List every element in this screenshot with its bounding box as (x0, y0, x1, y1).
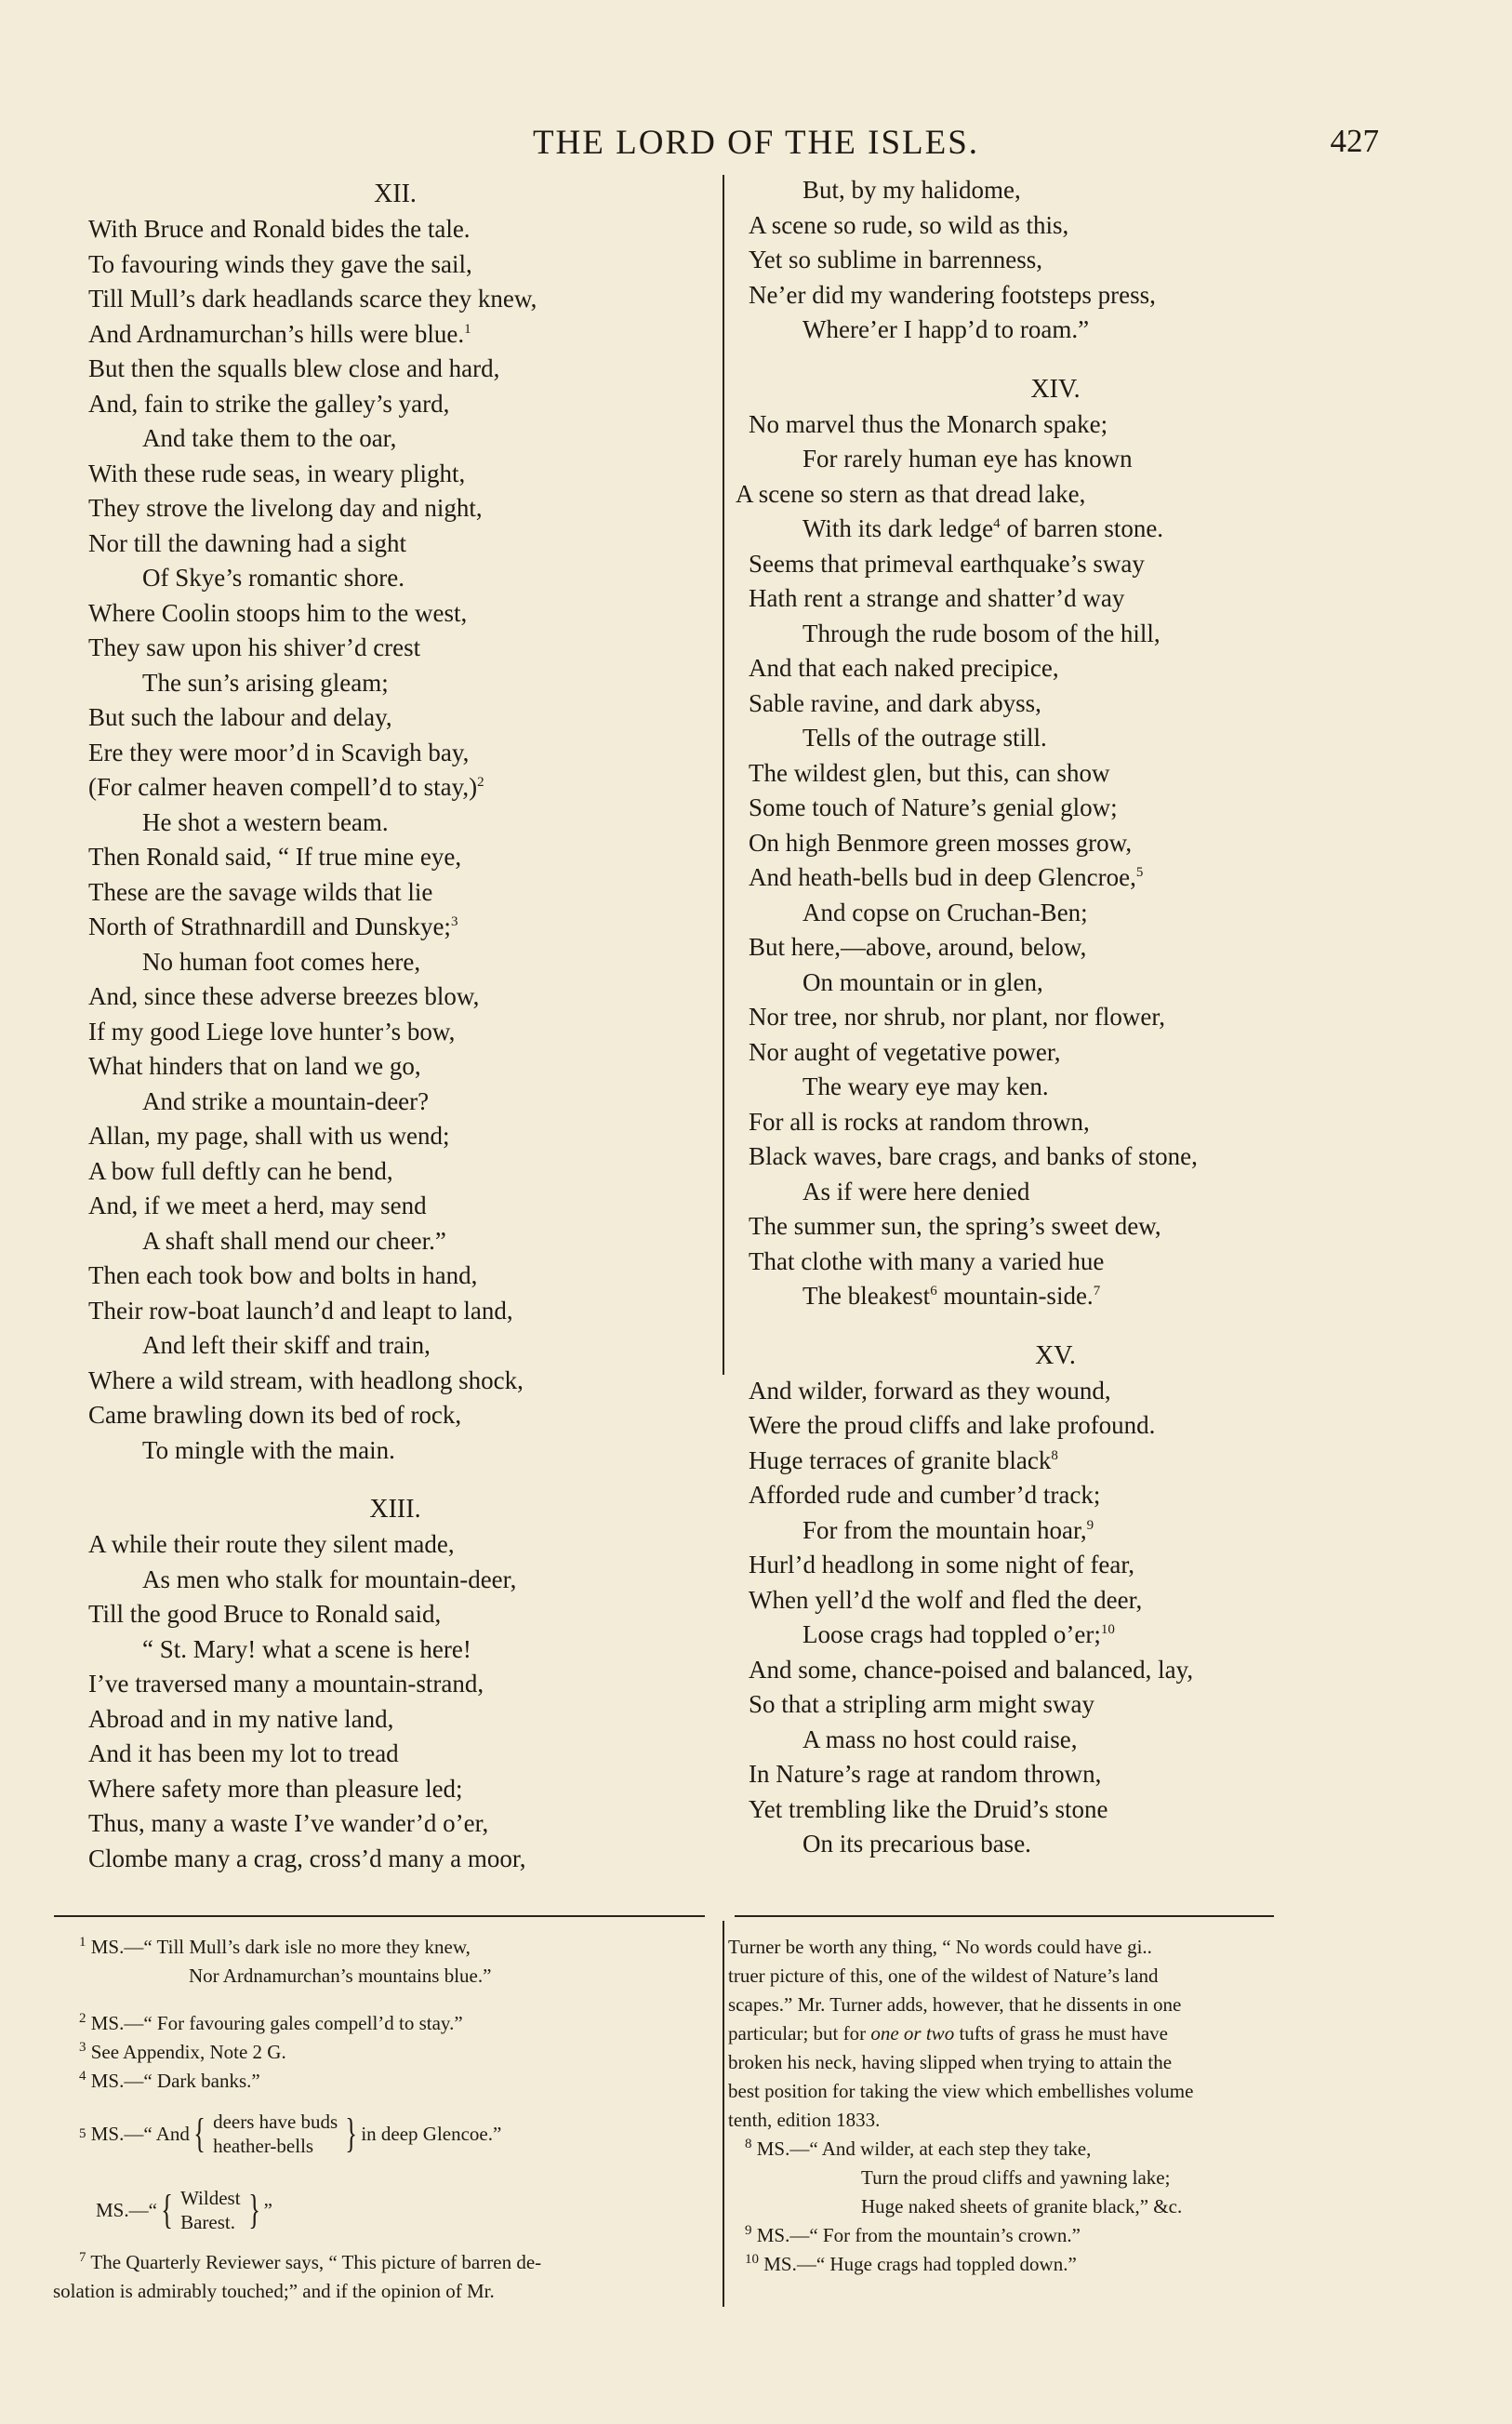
footnote-ref: 9 (1086, 1517, 1094, 1533)
footnote-mark: 7 (79, 2250, 86, 2265)
footnote-column-divider (723, 1921, 724, 2307)
footnote-text: tenth, edition 1833. (728, 2109, 881, 2131)
footnote-text: broken his neck, having slipped when trying to attain the (728, 2051, 1173, 2073)
verse-text: The bleakest (802, 1282, 931, 1310)
right-brace: } (345, 2111, 358, 2156)
footnote-text: MS.—“ Huge crags had toppled down.” (763, 2253, 1077, 2275)
footnote-text: MS.—“ Till Mull’s dark isle no more they knew, (90, 1936, 471, 1958)
stanza-number: XV. (1035, 1340, 1076, 1370)
left-column (88, 173, 702, 1876)
footnote-text: Nor Ardnamurchan’s mountains blue.” (189, 1965, 492, 1987)
verse-line: And, fain to strike the galley’s yard, (88, 389, 450, 418)
verse-line: Then Ronald said, “ If true mine eye, (88, 843, 462, 871)
verse-line: A shaft shall mend our cheer.” (142, 1226, 446, 1255)
footnote-mark: 10 (745, 2252, 759, 2267)
footnotes-right (728, 1933, 1379, 2279)
verse-line: Nor till the dawning had a sight (88, 528, 406, 557)
footnote-ref: 1 (464, 321, 471, 337)
variant-readings (180, 2186, 240, 2234)
footnote-rule (54, 1915, 705, 1917)
footnote-text: MS.—“ And (90, 2122, 190, 2145)
footnote-emphasis: one or two (870, 2022, 955, 2044)
verse-line: If my good Liege love hunter’s bow, (88, 1017, 456, 1046)
variant-readings (213, 2110, 338, 2158)
variant-reading: Wildest (180, 2187, 241, 2209)
footnote-text: MS.—“ For favouring gales compell’d to stay.” (90, 2012, 463, 2034)
verse-line: He shot a western beam. (142, 807, 389, 836)
verse-line: The weary eye may ken. (802, 1072, 1049, 1100)
verse-line: They saw upon his shiver’d crest (88, 633, 421, 661)
verse-line (88, 910, 702, 945)
verse-line: A bow full deftly can he bend, (88, 1156, 393, 1185)
footnote (79, 2067, 711, 2096)
verse-line: The summer sun, the spring’s sweet dew, (749, 1212, 1161, 1240)
verse-line: Through the rude bosom of the hill, (802, 619, 1161, 647)
footnote (79, 2009, 711, 2038)
variant-reading: deers have buds (213, 2111, 338, 2133)
verse-line: To favouring winds they gave the sail, (88, 249, 472, 278)
verse-line: Seems that primeval earthquake’s sway (749, 549, 1145, 578)
verse-line: A while their route they silent made, (88, 1530, 455, 1558)
verse-line: And take them to the oar, (142, 424, 397, 452)
footnote-text: See Appendix, Note 2 G. (90, 2041, 286, 2063)
verse-line: Some touch of Nature’s genial glow; (749, 793, 1118, 821)
verse-line: To mingle with the main. (142, 1435, 395, 1464)
left-brace: { (193, 2111, 206, 2156)
footnote-mark: 4 (79, 2069, 86, 2084)
footnote-text: MS.—“ Dark banks.” (90, 2070, 260, 2092)
verse-line: Yet trembling like the Druid’s stone (749, 1794, 1108, 1823)
verse-line: Nor tree, nor shrub, nor plant, nor flower, (749, 1003, 1166, 1031)
footnote (79, 2248, 711, 2277)
footnote-ref: 8 (1051, 1447, 1058, 1463)
verse-line: Allan, my page, shall with us wend; (88, 1122, 450, 1150)
verse-line: On high Benmore green mosses grow, (749, 828, 1133, 857)
verse-text: Huge terraces of granite black (749, 1445, 1052, 1474)
variant-reading: Barest. (180, 2211, 235, 2233)
verse-line: Till Mull’s dark headlands scarce they knew, (88, 285, 537, 313)
footnote-text: MS.—“ And wilder, at each step they take, (756, 2138, 1092, 2160)
verse-text: Loose crags had toppled o’er; (802, 1620, 1101, 1648)
footnote-ref: 3 (450, 914, 458, 929)
footnote-mark: 9 (745, 2223, 752, 2238)
stanza-number: XII. (374, 180, 417, 208)
footnote-mark: 8 (745, 2137, 752, 2151)
verse-text: With its dark ledge (802, 514, 994, 542)
verse-line (749, 1279, 1362, 1314)
running-head-title: THE LORD OF THE ISLES. (532, 124, 980, 162)
verse-line: Hath rent a strange and shatter’d way (749, 584, 1125, 612)
verse-line: But such the labour and delay, (88, 703, 392, 731)
verse-line: A mass no host could raise, (802, 1725, 1078, 1753)
verse-line: But then the squalls blew close and hard, (88, 354, 500, 382)
verse-line: A scene so stern as that dread lake, (736, 479, 1086, 508)
verse-line: With Bruce and Ronald bides the tale. (88, 215, 471, 243)
verse-text: mountain-side. (943, 1282, 1094, 1310)
variant-reading: heather-bells (213, 2135, 314, 2157)
verse-line: Ne’er did my wandering footsteps press, (749, 280, 1156, 309)
verse-line: A scene so rude, so wild as this, (749, 210, 1069, 239)
verse-line: Abroad and in my native land, (88, 1704, 394, 1733)
verse-line: And strike a mountain-deer? (142, 1086, 430, 1115)
verse-line: Hurl’d headlong in some night of fear, (749, 1551, 1135, 1578)
footnote-ref: 10 (1100, 1622, 1115, 1637)
footnote-text: MS.—“ (96, 2198, 157, 2221)
footnote-ref: 4 (993, 516, 1001, 531)
column-divider (723, 175, 724, 1375)
verse-line: In Nature’s rage at random thrown, (749, 1760, 1102, 1788)
footnote-ref: 7 (1093, 1284, 1101, 1299)
right-column (736, 173, 1362, 1862)
footnote: 5 MS.—“ And { deers have buds heather-bells } in deep Glencoe.” (79, 2111, 502, 2157)
stanza-number: XIV. (1030, 374, 1081, 404)
verse-text: North of Strathnardill and Dunskye; (88, 912, 451, 940)
footnotes-left (53, 1933, 711, 2306)
footnote-mark: 1 (79, 1935, 86, 1950)
verse-line: Afforded rude and cumber’d track; (749, 1481, 1101, 1509)
verse-line (88, 770, 702, 806)
footnote (728, 2250, 1379, 2279)
verse-line: Till the good Bruce to Ronald said, (88, 1600, 442, 1628)
verse-line: The wildest glen, but this, can show (749, 758, 1110, 787)
left-brace: { (161, 2187, 173, 2232)
footnote-ref: 5 (1135, 865, 1144, 880)
footnote-ref: 6 (930, 1284, 937, 1299)
verse-line: On mountain or in glen, (802, 967, 1043, 996)
footnote (728, 2135, 1379, 2164)
footnote-text: in deep Glencoe.” (361, 2122, 502, 2145)
verse-text: For from the mountain hoar, (802, 1515, 1087, 1544)
verse-line: Where a wild stream, with headlong shock, (88, 1365, 524, 1394)
footnote-text: tufts of grass he must have (959, 2022, 1168, 2044)
footnote-mark: 2 (79, 2011, 86, 2026)
footnote-text: The Quarterly Reviewer says, “ This picture of barren de- (90, 2251, 542, 2273)
verse-line: Black waves, bare crags, and banks of stone, (749, 1142, 1198, 1170)
footnote-text: Turner be worth any thing, “ No words could have gi.. (728, 1936, 1152, 1958)
verse-line: Sable ravine, and dark abyss, (749, 688, 1041, 717)
verse-line: And some, chance-poised and balanced, lay, (749, 1655, 1194, 1684)
verse-line: What hinders that on land we go, (88, 1052, 421, 1080)
verse-line: I’ve traversed many a mountain-strand, (88, 1670, 484, 1698)
verse-line: And that each naked precipice, (749, 654, 1059, 682)
verse-line: Where Coolin stoops him to the west, (88, 598, 468, 627)
verse-line: And copse on Cruchan-Ben; (802, 898, 1088, 926)
stanza-number: XIII. (369, 1495, 421, 1524)
verse-line: For rarely human eye has known (802, 445, 1133, 473)
verse-line: For all is rocks at random thrown, (749, 1107, 1090, 1136)
verse-line: These are the savage wilds that lie (88, 877, 433, 906)
footnote-ref: 2 (477, 775, 484, 790)
verse-line: Ere they were moor’d in Scavigh bay, (88, 738, 470, 766)
footnote-text: Turn the proud cliffs and yawning lake; (861, 2166, 1171, 2189)
verse-line: As men who stalk for mountain-deer, (142, 1565, 517, 1593)
verse-line: And it has been my lot to tread (88, 1739, 399, 1767)
verse-line: Were the proud cliffs and lake profound. (749, 1411, 1156, 1439)
footnote (728, 2221, 1379, 2250)
verse-line: Came brawling down its bed of rock, (88, 1401, 462, 1429)
verse-line (749, 1618, 1362, 1653)
verse-line: Clombe many a crag, cross’d many a moor, (88, 1844, 526, 1872)
verse-line (749, 860, 1362, 896)
verse-line: And wilder, forward as they wound, (749, 1376, 1111, 1405)
verse-line: Of Skye’s romantic shore. (142, 564, 405, 592)
footnote-mark: 3 (79, 2040, 86, 2055)
verse-line: And, if we meet a herd, may send (88, 1192, 427, 1219)
verse-line (749, 512, 1362, 547)
verse-text: And Ardnamurchan’s hills were blue. (88, 319, 465, 348)
footnote-text: truer picture of this, one of the wildest of Nature’s land (728, 1965, 1159, 1987)
verse-line: But here,—above, around, below, (749, 933, 1087, 961)
footnote-text: solation is admirably touched;” and if the opinion of Mr. (53, 2280, 495, 2302)
footnote-line (728, 2019, 1379, 2048)
verse-line: Then each took bow and bolts in hand, (88, 1261, 478, 1289)
verse-line: But, by my halidome, (802, 176, 1021, 204)
footnote-text: Huge naked sheets of granite black,” &c. (861, 2195, 1183, 2218)
verse-line: As if were here denied (802, 1177, 1030, 1205)
verse-line: With these rude seas, in weary plight, (88, 459, 466, 487)
verse-line: On its precarious base. (802, 1830, 1031, 1858)
verse-text: (For calmer heaven compell’d to stay,) (88, 773, 478, 801)
verse-line (749, 1513, 1362, 1549)
footnote-text: best position for taking the view which embellishes volume (728, 2080, 1194, 2102)
page-number: 427 (1330, 123, 1379, 159)
verse-line: And left their skiff and train, (142, 1331, 431, 1359)
verse-line: Nor aught of vegetative power, (749, 1037, 1061, 1066)
verse-line (88, 317, 702, 353)
verse-line (749, 1444, 1362, 1479)
footnote-text: MS.—“ For from the mountain’s crown.” (756, 2224, 1081, 2246)
verse-line: That clothe with many a varied hue (749, 1246, 1105, 1275)
footnote-rule (735, 1915, 1274, 1917)
footnote-text: particular; but for (728, 2022, 867, 2044)
right-brace: } (247, 2187, 260, 2232)
footnote-text: scapes.” Mr. Turner adds, however, that he dissents in one (728, 1993, 1182, 2016)
footnote (79, 1933, 711, 1962)
verse-line: Their row-boat launch’d and leapt to land, (88, 1296, 513, 1325)
verse-line: “ St. Mary! what a scene is here! (142, 1634, 471, 1663)
verse-line: Thus, many a waste I’ve wander’d o’er, (88, 1809, 489, 1837)
footnote (79, 2172, 711, 2248)
verse-line: Tells of the outrage still. (802, 724, 1047, 752)
verse-line: When yell’d the wolf and fled the deer, (749, 1585, 1143, 1614)
verse-line: The sun’s arising gleam; (142, 668, 389, 697)
verse-line: No human foot comes here, (142, 947, 421, 976)
verse-line: And, since these adverse breezes blow, (88, 982, 480, 1010)
verse-line: So that a stripling arm might sway (749, 1690, 1094, 1718)
verse-text: of barren stone. (1006, 514, 1164, 542)
verse-line: They strove the livelong day and night, (88, 494, 483, 522)
verse-line: Where safety more than pleasure led; (88, 1774, 463, 1803)
verse-line: No marvel thus the Monarch spake; (749, 409, 1108, 438)
footnote-text: ” (263, 2198, 272, 2221)
verse-line: Where’er I happ’d to roam.” (802, 315, 1090, 343)
verse-line: Yet so sublime in barrenness, (749, 246, 1042, 273)
footnote (79, 2038, 711, 2067)
verse-text: And heath-bells bud in deep Glencroe, (749, 863, 1136, 891)
